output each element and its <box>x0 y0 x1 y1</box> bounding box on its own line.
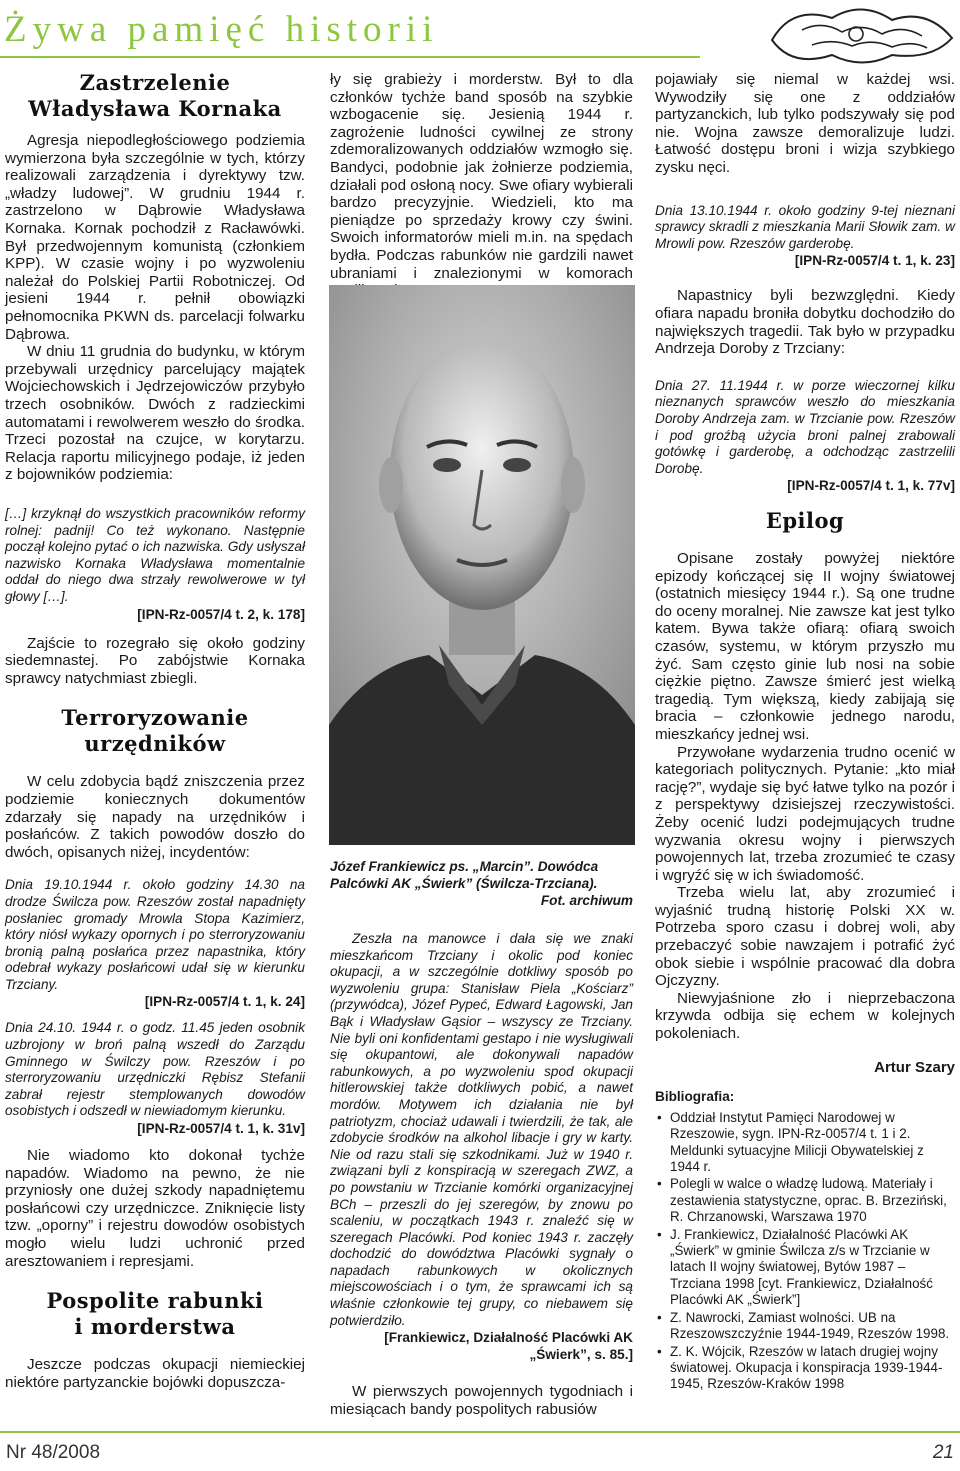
portrait-photo <box>329 285 635 845</box>
column-2-bottom <box>330 858 633 1418</box>
archive-reference: [IPN-Rz-0057/4 t. 1, k. 77v] <box>787 478 955 494</box>
bibliography-item: • Oddział Instytut Pamięci Narodowej w Rzeszowie, sygn. IPN-Rz-0057/4 t. 1 i 2. Meldunki sytuacyjne Milicji Obywatelskiej z 1944 r. <box>655 1110 955 1176</box>
paragraph: Nie wiadomo kto dokonał tychże napadów. Wiadomo na pewno, że nie przyniosły one dużej szkody napadniętemu posłańcowi czy urzędniczce. Zniknięcie listy tzw. „oporny” i rejestru dowodów osobistych mogło wielu ludzi uchronić przed aresztowaniem i represjami. <box>5 1147 305 1270</box>
column-1-top <box>5 70 305 484</box>
archive-reference: [IPN-Rz-0057/4 t. 2, k. 178] <box>137 606 305 622</box>
archive-reference: [IPN-Rz-0057/4 t. 1, k. 31v] <box>137 1121 305 1137</box>
quote: Dnia 27. 11.1944 r. w porze wieczornej kilku nieznanych sprawców weszło do mieszkania Doroby Andrzeja zam. w Trzcianie pow. Rzeszów i pod groźbą użycia broni palnej zrabowali gotówkę i garderobę, a odchodząc zastrzelili Dorobę. <box>655 377 955 476</box>
issue-number: Nr 48/2008 <box>6 1442 101 1463</box>
paragraph: Agresja niepodległościowego podziemia wymierzona była szczególnie w tych, którzy realizowali zarządzenia i dyrektywy tzw. „władzy ludowej”. W grudniu 1944 r. zastrzelono w Dąbrowie Władysława Kornaka. Kornak pochodził z Racławówki. Był przedwojennym komunistą (członkiem KPP). W czasie wojny i po wyzwoleniu należał do Polskiej Partii Robotniczej. Od jesieni 1944 r. pełnił obowiązki pełnomocnika PKWN ds. parcelacji folwarku Dąbrowa. <box>5 132 305 343</box>
heading-pospolite-rabunki <box>5 1288 305 1340</box>
footer-rule <box>0 1431 960 1433</box>
paragraph: pojawiały się niemal w każdej wsi. Wywodziły się one z oddziałów partyzanckich, lub tylko podszywały się pod nie. Wojna zawsze demoralizuje ludzi. Łatwość dostępu broni i wizja szybkiego zysku nęci. <box>655 71 955 176</box>
bibliography-list <box>655 1110 955 1393</box>
page-header <box>0 0 960 62</box>
archive-reference: [IPN-Rz-0057/4 t. 1, k. 23] <box>794 253 955 269</box>
page-number: 21 <box>932 1442 954 1463</box>
header-rule <box>0 56 700 58</box>
bibliography-item: • Z. Nawrocki, Zamiast wolności. UB na Rzeszowszczyźnie 1944-1949, Rzeszów 1998. <box>655 1310 955 1343</box>
photo-credit: Fot. archiwum <box>540 893 633 908</box>
bibliography-item: • Z. K. Wójcik, Rzeszów w latach drugiej wojny światowej. Okupacja i konspiracja 1939-1944-1945, Rzeszów-Kraków 1998 <box>655 1344 955 1393</box>
paragraph: Zajście to rozegrało się około godziny siedemnastej. Po zabójstwie Kornaka sprawcy natychmiast zbiegli. <box>5 634 305 687</box>
heading-line: i morderstwa <box>74 1314 236 1340</box>
paragraph: Napastnicy byli bezwzględni. Kiedy ofiara napadu broniła dobytku dochodziło do największych tragedii. Tak było w przypadku Andrzeja Doroby z Trzciany: <box>655 287 955 358</box>
paragraph: W celu zdobycia bądź zniszczenia przez podziemie koniecznych dokumentów zdarzały się napady na urzędników i posłańców. Z takich powodów doszło do dwóch, opisanych niżej, incydentów: <box>5 773 305 861</box>
heading-terroryzowanie <box>5 705 305 757</box>
bibliography-item: • Polegli w walce o władzę ludową. Materiały i zestawienia statystyczne, oprac. B. Brzeziński, R. Chrzanowski, Warszawa 1970 <box>655 1176 955 1225</box>
quote: Zeszła na manowce i dała się we znaki mieszkańcom Trzciany i okolic pod koniec okupacji, a w szczególnie dotkliwy sposób po wyzwoleniu grupa: Stanisław Piela „Kościarz” (przywódca), Józef Pypeć, Edward Łagowski, Jan Bąk i Władysław Gąsior – wszyscy ze Trzciany. Nie byli oni konfidentami gestapo i nie wysługiwali się okupantowi, ale dokonywali napadów rabunkowych, a po wyzwoleniu spod okupacji hitlerowskiej także dotkliwych pobić, a nawet mordów. Motywem ich działania nie był patriotyzm, chociaż udawali i twierdzili, że tak, ale zdobycie środków na alkohol libacje i gry w karty. Nie od razu stali się szkodnikami. Już w 1940 r. związani byli z konspiracją w szeregach ZWZ, a po powstaniu w Trzcianie komórki organizacyjnej BCh – przeszli do jej szeregów, by znowu po scaleniu, w początkach 1943 r. znaleźć się w szeregach Placówki. Pod koniec 1943 r. zaczęły dochodzić do dowództwa Placówki sygnały o napadach rabunkowych w okolicznych miejscowościach i o tym, że sprawcami ich są właśnie członkowie tej grupy, co niebawem się potwierdziło. <box>330 931 633 1328</box>
column-1-bottom <box>5 506 305 1391</box>
paragraph: W dniu 11 grudnia do budynku, w którym przebywali urzędnicy parcelujący majątek Wojciechowskich i Jędrzejowiczów przybyło trzech osobników. Dwóch z radzieckimi automatami i rewolwerem weszło do środka. Trzeci pozostał na czujce, w korytarzu. Relacja raportu milicyjnego podaje, iż jeden z bojowników podziemia: <box>5 343 305 484</box>
bibliography-item: • J. Frankiewicz, Działalność Placówki AK „Świerk” w gminie Świlcza z/s w Trzcianie w latach II wojny światowej, Bytów 1987 – Trzciana 1998 [cyt. Frankiewicz, Działalność Placówki AK „Świerk”] <box>655 1227 955 1309</box>
paragraph: Jeszcze podczas okupacji niemieckiej niektóre partyzanckie bojówki dopuszcza- <box>5 1356 305 1391</box>
paragraph: Trzeba wielu lat, aby zrozumieć i wyjaśnić trudną historię Polski XX w. Potrzeba sporo czasu i dobrej woli, aby przebaczyć sobie nawzajem i potrafić żyć obok siebie i wspólnie pracować dla dobra Ojczyzny. <box>655 884 955 990</box>
heading-line: Pospolite rabunki <box>46 1288 264 1314</box>
column-3-bottom <box>655 508 955 1394</box>
decorative-emblem <box>752 0 960 70</box>
heading-zastrzelenie <box>5 70 305 122</box>
archive-reference: [Frankiewicz, Działalność Placówki AK „Świerk”, s. 85.] <box>384 1330 633 1363</box>
heading-line: Terroryzowanie <box>61 705 249 731</box>
paragraph: ły się grabieży i morderstw. Był to dla członków tychże band sposób na szybkie wzbogacenie się. Jesienią 1944 r. zagrożenie ludności cywilnej ze strony zdemoralizowanych oddziałów wzmogło się. Bandyci, podobnie jak żołnierze podziemia, działali pod osłoną nocy. Swe ofiary wybierali bardzo precyzyjnie. Wiedzieli, kto ma pieniądze po sprzedaży krowy czy świni. Swoich informatorów mieli m.in. na spędach bydła. Podczas rabunków nie gardzili nawet ubraniami i znalezionymi w komorach <box>330 71 633 282</box>
quote: Dnia 13.10.1944 r. około godziny 9-tej nieznani sprawcy skradli z mieszkania Marii Słowik zam. w Mrowli pow. Rzeszów garderobę. <box>655 202 955 251</box>
paragraph: Przywołane wydarzenia trudno ocenić w kategoriach politycznych. Pytanie: „kto miał rację?”, wydaje się być łatwe tylko na pozór i z perspektywy dzisiejszej rzeczywistości. Żeby ocenić ludzi podejmujących trudne wyzwania okresu wojny i pierwszych powojennych lat, trzeba zrozumieć te czasy i wgryźć się w ich świadomość. <box>655 743 955 884</box>
quote: […] krzyknął do wszystkich pracowników reformy rolnej: padnij! Co też wykonano. Następnie począł kolejno pytać o ich nazwiska. Gdy usłyszał nazwisko Kornaka Władysława momentalnie oddał do niego dwa strzały rewolwerowe w tył głowy […]. <box>5 506 305 604</box>
column-3-top <box>655 71 955 494</box>
paragraph: Niewyjaśnione zło i nieprzebaczona krzywda odbija się echem w kolejnych pokoleniach. <box>655 989 955 1043</box>
paragraph: Opisane zostały powyżej niektóre epizody kończącej się II wojny światowej (ostatnich miesięcy 1944 r.). Są one trudne do oceny moralnej. Nie zawsze kat jest tylko katem. Bywa także ofiarą: ofiarą swoich czasów, systemu, w którym przyszło mu żyć. Sam często ginie lub nosi na sobie ciężkie piętno. Zawsze śmierć jest wielką tragedią. Tym większą, kiedy zabijają się bracia – członkowie jednego narodu, mieszkańcy jednej wsi. <box>655 550 955 743</box>
photo-caption: Józef Frankiewicz ps. „Marcin”. Dowódca Palcówki AK „Świerk” (Świlcza-Trzciana). <box>330 859 599 891</box>
archive-reference: [IPN-Rz-0057/4 t. 1, k. 24] <box>144 994 305 1010</box>
heading-line: Władysława Kornaka <box>28 96 282 121</box>
quote: Dnia 19.10.1944 r. około godziny 14.30 na drodze Świlcza pow. Rzeszów został napadnięty posłaniec gromady Mrowla Stopa Kazimierz, który niósł wykazy opornych i po sterroryzowaniu bronią palną posłańca przez napastnika, który odebrał wykazy posłańcowi udał się w kierunku Trzciany. <box>5 877 305 992</box>
bibliography-heading: Bibliografia: <box>655 1089 735 1105</box>
section-title: Żywa pamięć historii <box>4 9 439 50</box>
heading-line: urzędników <box>84 731 226 757</box>
heading-epilog: Epilog <box>765 508 845 533</box>
paragraph: W pierwszych powojennych tygodniach i miesiącach bandy pospolitych rabusiów <box>330 1383 633 1418</box>
author-name: Artur Szary <box>874 1058 955 1076</box>
heading-line: Zastrzelenie <box>79 70 231 95</box>
quote: Dnia 24.10. 1944 r. o godz. 11.45 jeden osobnik uzbrojony w broń palną wszedł do Zarządu Gminnego w Świlczy pow. Rzeszów i po sterroryzowaniu urzędniczki Rębisz Stefanii zabrał rejestr stemplowanych dowodów osobistych i odszedł w niewiadomym kierunku. <box>5 1020 305 1119</box>
portrait-image <box>329 285 635 845</box>
